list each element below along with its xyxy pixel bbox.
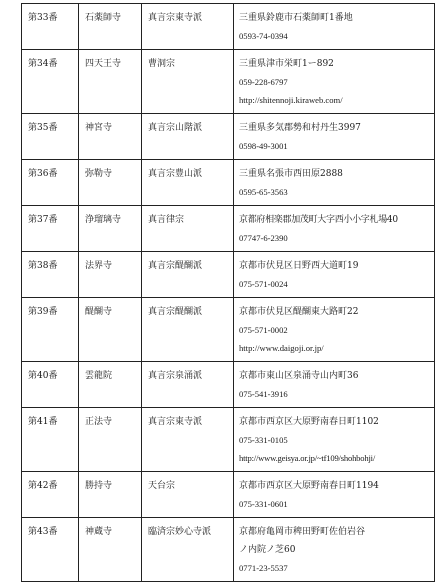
address-cell — [234, 298, 435, 362]
sect-name: 曹洞宗 — [142, 50, 234, 114]
address-cell — [234, 362, 435, 408]
table-row — [22, 114, 435, 160]
sect-name: 真言宗醍醐派 — [142, 298, 234, 362]
phone-number: 0593-74-0394 — [239, 31, 288, 41]
row-number: 第42番 — [22, 472, 79, 518]
table-row — [22, 206, 435, 252]
temple-name: 石薬師寺 — [79, 4, 142, 50]
address-line: 三重県津市栄町1ー892 — [239, 59, 334, 69]
temple-name: 神蔵寺 — [79, 518, 142, 582]
temple-name: 四天王寺 — [79, 50, 142, 114]
website-link[interactable]: http://shitennoji.kiraweb.com/ — [239, 95, 343, 105]
address-line: 京都市西京区大原野南春日町1194 — [239, 481, 379, 491]
address-line: 三重県鈴鹿市石薬師町1番地 — [239, 13, 353, 23]
phone-number: 07747-6-2390 — [239, 233, 288, 243]
address-cell — [234, 206, 435, 252]
address-cell — [234, 50, 435, 114]
phone-number: 075-571-0002 — [239, 325, 288, 335]
temple-name: 浄瑠璃寺 — [79, 206, 142, 252]
address-line: 京都府相楽郡加茂町大字西小小字札場40 — [239, 215, 398, 225]
phone-number: 0598-49-3001 — [239, 141, 288, 151]
address-cell — [234, 518, 435, 582]
address-line: 三重県多気郡勢和村丹生3997 — [239, 123, 361, 133]
phone-number: 0771-23-5537 — [239, 563, 288, 573]
address-line: 京都市東山区泉涌寺山内町36 — [239, 371, 359, 381]
table-row — [22, 252, 435, 298]
temple-name: 法界寺 — [79, 252, 142, 298]
address-line: 三重県名張市西田原2888 — [239, 169, 343, 179]
row-number: 第35番 — [22, 114, 79, 160]
temple-name: 弥勒寺 — [79, 160, 142, 206]
temple-name: 神宮寺 — [79, 114, 142, 160]
address-line: 京都市伏見区日野西大道町19 — [239, 261, 359, 271]
phone-number: 075-571-0024 — [239, 279, 288, 289]
phone-number: 075-331-0601 — [239, 499, 288, 509]
address-cell — [234, 160, 435, 206]
address-cell — [234, 114, 435, 160]
temple-table — [21, 3, 435, 582]
website-link[interactable]: http://www.geisya.or.jp/~tf109/shohbohji/ — [239, 453, 376, 463]
table-row — [22, 362, 435, 408]
table-row — [22, 518, 435, 582]
phone-number: 075-541-3916 — [239, 389, 288, 399]
row-number: 第40番 — [22, 362, 79, 408]
address-cell — [234, 472, 435, 518]
address-cell — [234, 408, 435, 472]
table-row — [22, 472, 435, 518]
address-cell — [234, 252, 435, 298]
phone-number: 059-228-6797 — [239, 77, 288, 87]
phone-number: 075-331-0105 — [239, 435, 288, 445]
row-number: 第41番 — [22, 408, 79, 472]
sect-name: 天台宗 — [142, 472, 234, 518]
address-line: 京都市伏見区醍醐東大路町22 — [239, 307, 359, 317]
temple-table-body — [22, 4, 435, 582]
table-row — [22, 298, 435, 362]
row-number: 第38番 — [22, 252, 79, 298]
row-number: 第39番 — [22, 298, 79, 362]
address-line: 京都市西京区大原野南春日町1102 — [239, 417, 379, 427]
temple-name: 勝持寺 — [79, 472, 142, 518]
table-row — [22, 408, 435, 472]
sect-name: 真言宗山階派 — [142, 114, 234, 160]
table-row — [22, 160, 435, 206]
sect-name: 真言律宗 — [142, 206, 234, 252]
temple-name: 雲龍院 — [79, 362, 142, 408]
table-row — [22, 50, 435, 114]
temple-name: 醍醐寺 — [79, 298, 142, 362]
table-row — [22, 4, 435, 50]
row-number: 第37番 — [22, 206, 79, 252]
temple-name: 正法寺 — [79, 408, 142, 472]
sect-name: 真言宗泉涌派 — [142, 362, 234, 408]
address-line: 京都府亀岡市稗田野町佐伯岩谷 — [239, 527, 366, 537]
phone-number: 0595-65-3563 — [239, 187, 288, 197]
row-number: 第33番 — [22, 4, 79, 50]
row-number: 第34番 — [22, 50, 79, 114]
row-number: 第36番 — [22, 160, 79, 206]
sect-name: 真言宗豊山派 — [142, 160, 234, 206]
website-link[interactable]: http://www.daigoji.or.jp/ — [239, 343, 324, 353]
address-line: ノ内院ノ芝60 — [239, 545, 296, 555]
address-cell — [234, 4, 435, 50]
sect-name: 臨済宗妙心寺派 — [142, 518, 234, 582]
sect-name: 真言宗東寺派 — [142, 408, 234, 472]
row-number: 第43番 — [22, 518, 79, 582]
sect-name: 真言宗醍醐派 — [142, 252, 234, 298]
sect-name: 真言宗東寺派 — [142, 4, 234, 50]
